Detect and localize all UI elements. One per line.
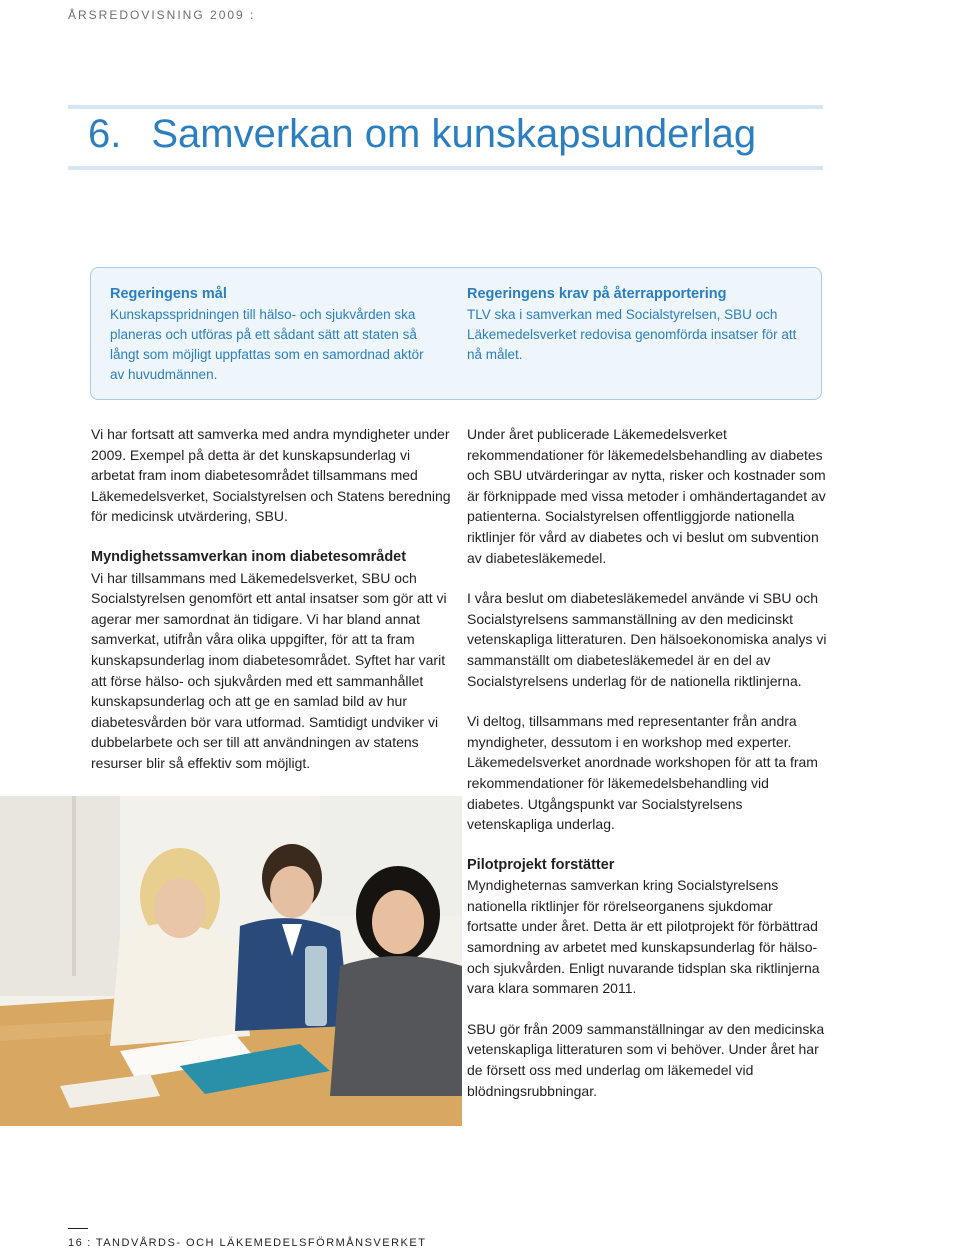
publication-title: TANDVÅRDS- OCH LÄKEMEDELSFÖRMÅNSVERKET bbox=[95, 1237, 427, 1249]
page-number: 16 bbox=[68, 1237, 84, 1249]
chapter-number: 6. bbox=[88, 112, 122, 156]
chapter-title bbox=[88, 112, 756, 157]
meeting-photo bbox=[0, 796, 462, 1126]
right-column bbox=[467, 424, 827, 1101]
goal-heading: Regeringens mål bbox=[110, 286, 227, 302]
section-heading-pilot: Pilotprojekt forstätter bbox=[467, 856, 615, 873]
paragraph-decisions: I våra beslut om diabetesläkemedel använde vi SBU och Socialstyrelsens sammanställning av den medicinskt vetenskapliga litteraturen. Den hälsoekonomiska analys vi sammanställt om diabetesläkemedel är en del av Socialstyrelsens underlag för de nationella riktlinjerna. bbox=[467, 590, 827, 689]
diabetes-paragraph: Vi har tillsammans med Läkemedelsverket, SBU och Socialstyrelsen genomfört ett antal insatser som gör att vi agerar mer samordnat än tidigare. Vi har bland annat samverkat, utifrån våra olika uppgifter, för att ta fram kunskapsunderlag inom diabetesområdet. Syftet har varit att förse hälso- och sjukvården med ett sammanhållet kunskapsunderlag och att ge en samlad bild av hur diabetesvården bör vara utformad. Samtidigt undviker vi dubbelarbete och ser till att användningen av statens resurser blir så effektiv som möjligt. bbox=[91, 569, 447, 771]
title-rule-top bbox=[68, 105, 823, 109]
paragraph-recommendations: Under året publicerade Läkemedelsverket rekommendationer för läkemedelsbehandling av diabetes och SBU utvärderingar av nytta, risker och kostnader som är förknippade med vissa metoder i omhändertagandet av patienterna. Socialstyrelsen offentliggjorde nationella riktlinjer för vård av diabetes och vi beslut om subvention av diabetesläkemedel. bbox=[467, 426, 826, 566]
chapter-title-text: Samverkan om kunskapsunderlag bbox=[151, 112, 757, 156]
section-heading-diabetes: Myndighetssamverkan inom diabetesområdet bbox=[91, 548, 407, 565]
goal-text: Kunskapsspridningen till hälso- och sjukvården ska planeras och utföras på ett sådant sätt att staten så långt som möjligt uppfattas som en samordnad aktör av huvudmännen. bbox=[110, 307, 424, 382]
goals-box-requirement bbox=[467, 284, 797, 365]
paragraph-workshop: Vi deltog, tillsammans med representanter från andra myndigheter, dessutom i en workshop med experter. Läkemedelsverket anordnade workshopen för att ta fram rekommendationer för läkemedelsbehandling vid diabetes. Utgångspunkt var Socialstyrelsens vetenskapliga underlag. bbox=[467, 713, 818, 833]
footer-rule bbox=[68, 1228, 88, 1229]
goals-box-goal bbox=[110, 284, 440, 385]
goals-box bbox=[90, 267, 822, 400]
paragraph-sbu: SBU gör från 2009 sammanställningar av den medicinska vetenskapliga litteraturen som vi behöver. Under året har de försett oss med underlag om läkemedel vid blödningsrubbningar. bbox=[467, 1020, 825, 1099]
footer-separator: : bbox=[87, 1237, 92, 1249]
requirement-heading: Regeringens krav på återrapportering bbox=[467, 286, 727, 302]
intro-paragraph: Vi har fortsatt att samverka med andra myndigheter under 2009. Exempel på detta är det kunskapsunderlag vi arbetat fram inom diabetesområdet tillsammans med Läkemedelsverket, Socialstyrelsen och Statens beredning för medicinsk utvärdering, SBU. bbox=[91, 426, 451, 525]
page-footer bbox=[68, 1237, 426, 1249]
running-head: ÅRSREDOVISNING 2009 : bbox=[68, 8, 256, 22]
requirement-text: TLV ska i samverkan med Socialstyrelsen, SBU och Läkemedelsverket redovisa genomförda insatser för att nå målet. bbox=[467, 307, 797, 362]
left-column bbox=[91, 424, 451, 774]
title-rule-bottom bbox=[68, 166, 823, 170]
paragraph-pilot: Myndigheternas samverkan kring Socialstyrelsens nationella riktlinjer för rörelseorganens sjukdomar fortsatte under året. Detta är ett pilotprojekt för förbättrad samordning av arbetet med kunskapsunderlag för hälso- och sjukvården. Enligt nuvarande tidsplan ska riktlinjerna vara klara sommaren 2011. bbox=[467, 877, 820, 997]
